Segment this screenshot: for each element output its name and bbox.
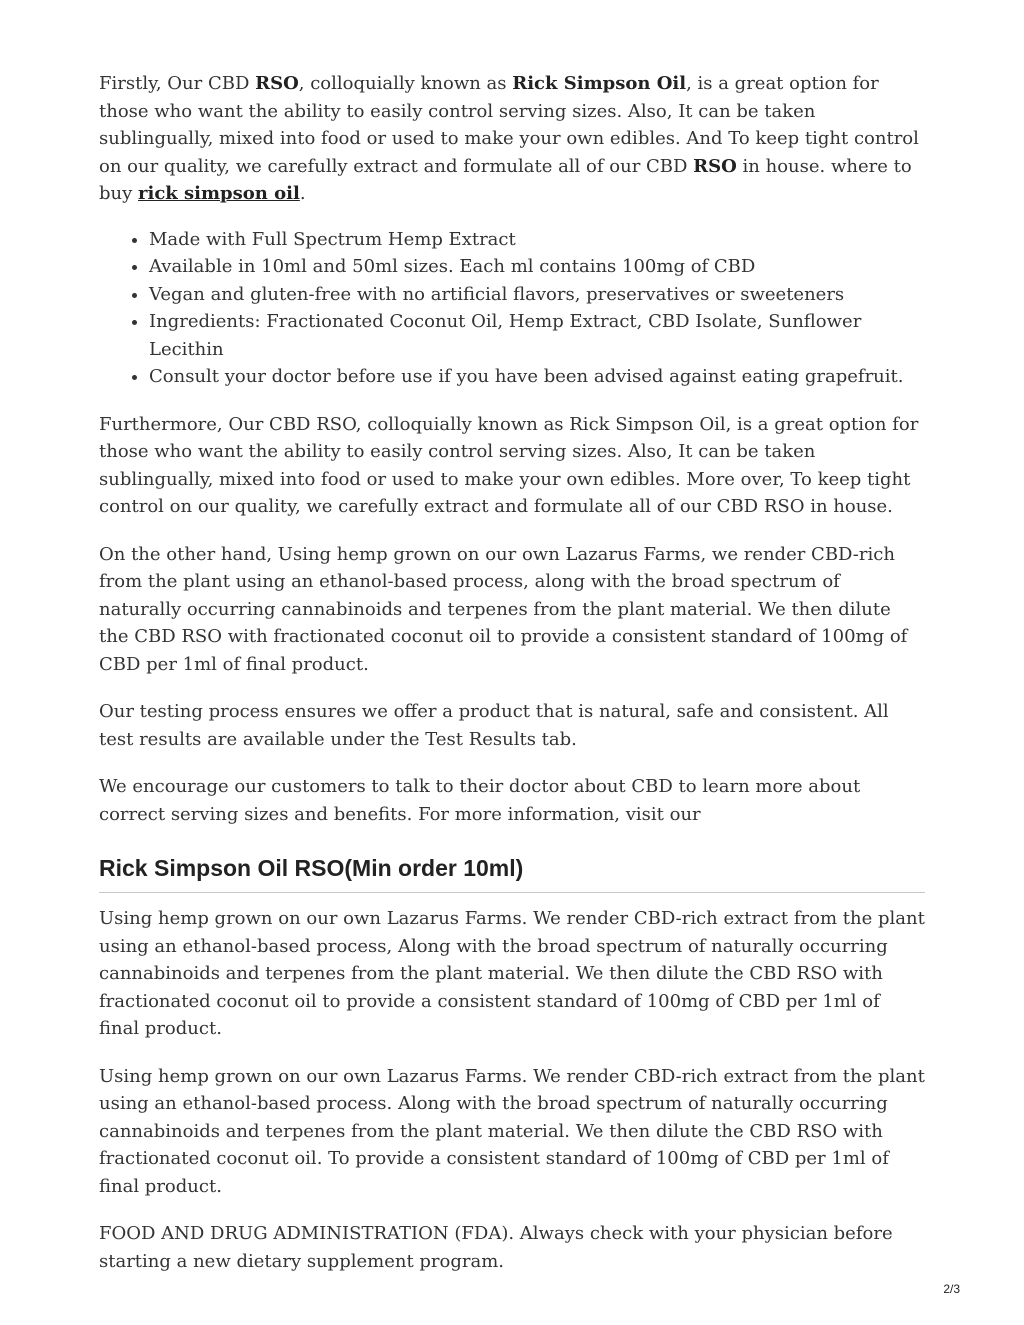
intro-text: Firstly, Our CBD <box>99 73 256 94</box>
intro-text: . <box>299 183 306 204</box>
intro-paragraph <box>99 70 925 208</box>
list-item: • Made with Full Spectrum Hemp Extract <box>149 226 925 254</box>
list-item: • Vegan and gluten-free with no artificial flavors, preservatives or sweeteners <box>149 281 925 309</box>
bold-term: RSO <box>255 73 299 94</box>
bold-term: RSO <box>693 155 737 177</box>
page-number: 2/3 <box>943 1282 960 1296</box>
paragraph: Using hemp grown on our own Lazarus Farms. We render CBD-rich extract from the plant using an ethanol-based process. Along with the broad spectrum of naturally occurring cannabinoids and terpenes from the plant material. We then dilute the CBD RSO with fractionated coconut oil. To provide a consistent standard of 100mg of CBD per 1ml of final product. <box>99 1065 925 1197</box>
intro-text: in house. where to buy <box>99 155 912 204</box>
section-heading: Rick Simpson Oil RSO(Min order 10ml) <box>99 854 925 893</box>
intro-text: , colloquially known as <box>298 73 513 94</box>
intro-text: , is a great option for those who want the ability to easily control serving sizes. Also, It can be taken sublingually, mixed into food or used to make your own edibles. And To keep tight control on our quality, we carefully extract and formulate all of our CBD <box>99 73 919 177</box>
paragraph: FOOD AND DRUG ADMINISTRATION (FDA). Always check with your physician before starting a new dietary supplement program. <box>99 1223 893 1272</box>
feature-list <box>99 226 925 391</box>
paragraph: We encourage our customers to talk to their doctor about CBD to learn more about correct serving sizes and benefits. For more information, visit our <box>99 776 861 825</box>
paragraph: Our testing process ensures we offer a product that is natural, safe and consistent. All test results are available under the Test Results tab. <box>99 701 889 750</box>
paragraph: Using hemp grown on our own Lazarus Farms. We render CBD-rich extract from the plant using an ethanol-based process, Along with the broad spectrum of naturally occurring cannabinoids and terpenes from the plant material. We then dilute the CBD RSO with fractionated coconut oil to provide a consistent standard of 100mg of CBD per 1ml of final product. <box>99 908 925 1039</box>
paragraph: Furthermore, Our CBD RSO, colloquially known as Rick Simpson Oil, is a great option for those who want the ability to easily control serving sizes. Also, It can be taken sublingually, mixed into food or used to make your own edibles. More over, To keep tight control on our quality, we carefully extract and formulate all of our CBD RSO in house. <box>99 413 919 517</box>
bold-term: Rick Simpson Oil <box>512 73 687 94</box>
list-item: • Consult your doctor before use if you have been advised against eating grapefruit. <box>149 363 925 391</box>
paragraph: On the other hand, Using hemp grown on our own Lazarus Farms, we render CBD-rich from the plant using an ethanol-based process, along with the broad spectrum of naturally occurring cannabinoids and terpenes from the plant material. We then dilute the CBD RSO with fractionated coconut oil to provide a consistent standard of 100mg of CBD per 1ml of final product. <box>99 543 908 675</box>
article-body <box>99 70 925 1295</box>
list-item: • Available in 10ml and 50ml sizes. Each ml contains 100mg of CBD <box>149 253 925 281</box>
rick-simpson-oil-link[interactable]: rick simpson oil <box>138 183 300 204</box>
list-item: • Ingredients: Fractionated Coconut Oil, Hemp Extract, CBD Isolate, Sunflower Lecithin <box>149 308 925 363</box>
